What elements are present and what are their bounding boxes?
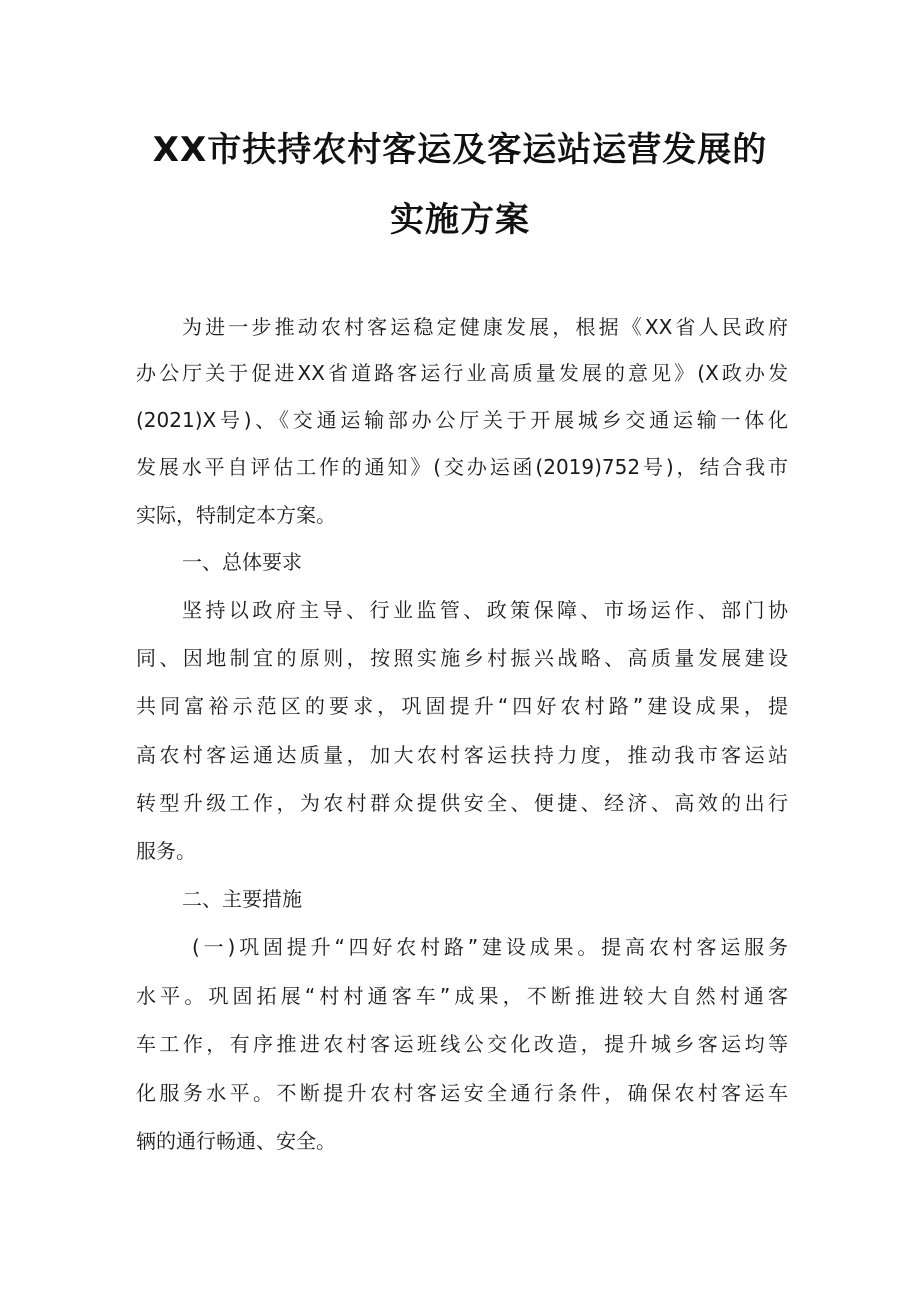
intro-line-1: 为进一步推动农村客运稳定健康发展，根据《XX省人民政府 [182,315,788,339]
intro-line-5: 实际，特制定本方案。 [136,503,336,527]
section-1-line-4: 高农村客运通达质量，加大农村客运扶持力度，推动我市客运站 [136,743,788,767]
intro-line-4: 发展水平自评估工作的通知》(交办运函(2019)752号)，结合我市 [136,455,788,479]
section-2-item-1-line-3: 车工作，有序推进农村客运班线公交化改造，提升城乡客运均等 [136,1032,788,1056]
section-1-line-3: 共同富裕示范区的要求，巩固提升“四好农村路”建设成果，提 [136,694,788,718]
section-1-line-2: 同、因地制宜的原则，按照实施乡村振兴战略、高质量发展建设 [136,646,788,670]
document-title-line-2: 实施方案 [390,200,530,240]
section-1-heading: 一、总体要求 [182,550,302,574]
section-1-line-5: 转型升级工作，为农村群众提供安全、便捷、经济、高效的出行 [136,791,788,815]
section-2-item-1-line-5: 辆的通行畅通、安全。 [136,1129,336,1153]
section-2-item-1-line-2: 水平。巩固拓展“村村通客车”成果，不断推进较大自然村通客 [136,984,788,1008]
section-1-line-1: 坚持以政府主导、行业监管、政策保障、市场运作、部门协 [182,598,788,622]
section-2-item-1-line-4: 化服务水平。不断提升农村客运安全通行条件，确保农村客运车 [136,1081,788,1105]
intro-line-2: 办公厅关于促进XX省道路客运行业高质量发展的意见》(X政办发 [136,361,788,385]
section-2-heading: 二、主要措施 [182,887,302,911]
intro-line-3: (2021)X号)、《交通运输部办公厅关于开展城乡交通运输一体化 [136,408,788,432]
document-title-line-1: XX市扶持农村客运及客运站运营发展的 [152,130,768,170]
section-1-line-6: 服务。 [136,839,196,863]
section-2-item-1-line-1: (一)巩固提升“四好农村路”建设成果。提高农村客运服务 [192,935,788,959]
